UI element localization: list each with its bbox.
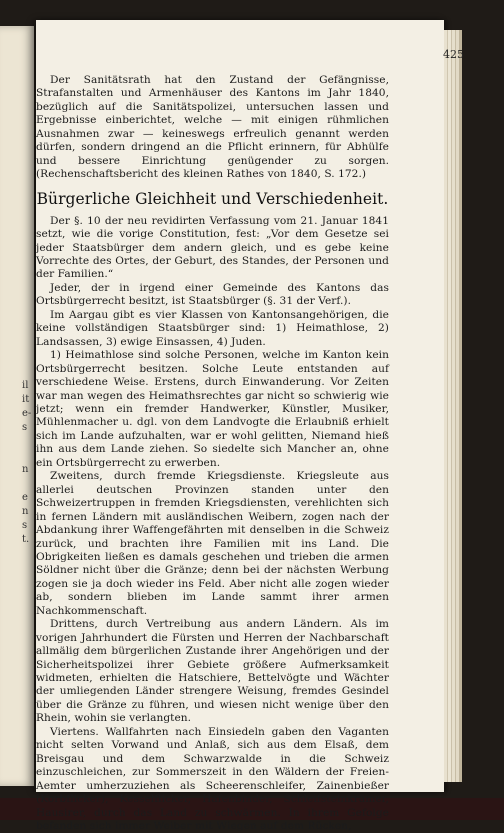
paragraph: 1) Heimathlose sind solche Personen, welche im Kanton kein Ortsbürgerrecht besitzen. Solche Leute entstanden auf verschiedene Weise. Erstens, durch Einwanderung. Vor Zeiten war man wegen des Heimathsrechtes gar nicht so schwierig wie jetzt; wenn ein fremder Handwerker, Künstler, Musiker, Mühlenmacher u. dgl. von dem Landvogte die Erlaubniß erhielt sich im Lande aufzuhalten, war er wohl gelitten, Niemand hieß ihn aus dem Lande ziehen. So siedelte sich Mancher an, ohne ein Ortsbürgerrecht zu erwerben.	[36, 349, 389, 469]
paragraph: Der §. 10 der neu revidirten Verfassung vom 21. Januar 1841 setzt, wie die vorige Constitution, fest: „Vor dem Gesetze sei jeder Staatsbürger dem andern gleich, und es gebe keine Vorrechte des Ortes, der Geburt, des Standes, der Personen und der Familien.“	[36, 214, 389, 281]
left-page-fragment: il	[22, 380, 29, 391]
left-page-edge	[0, 26, 34, 786]
paragraph: Drittens, durch Vertreibung aus andern Ländern. Als im vorigen Jahrhundert die Fürsten und Herren der Nachbarschaft allmälig dem bürgerlichen Zustande ihrer Angehörigen und der Sicherheitspolizei ihrer Gebiete größere Aufmerksamkeit widmeten, erhielten die Hatschiere, Bettelvögte und Wächter der umliegenden Länder strengere Weisung, fremdes Gesindel über die Gränze zu führen, und wiesen nicht wenige über den Rhein, wohin sie verlangten.	[36, 618, 389, 725]
left-page-fragment: s	[22, 422, 28, 433]
left-page-fragment: e-	[22, 408, 32, 419]
left-page-fragment: s	[22, 520, 28, 531]
paragraph: Im Aargau gibt es vier Klassen von Kantonsangehörigen, die keine vollständigen Staatsbürger sind: 1) Heimathlose, 2) Landsassen, 3) ewige Einsassen, 4) Juden.	[36, 308, 389, 348]
left-page-fragment: n	[22, 506, 29, 517]
left-page-fragment: t.	[22, 534, 30, 545]
paragraph: Viertens. Wallfahrten nach Einsiedeln gaben den Vaganten nicht selten Vorwand und Anlaß, sich aus dem Elsaß, dem Breisgau und dem Schwarzwalde in die Schweiz einzuschleichen, zur Sommerszeit in den Wäldern der Freien-Aemter umherzuziehen als Scheerenschleifer, Zainenbießer (Korbflicker), Kesselflicker, Hafenbinder, Schleifsteinkrämer, Hausirer, durch das Land zu schwärmen. In ihrem Gefolge befanden sich immer Weiber mit Wiegen auf dem Rücken,	[36, 725, 389, 833]
left-page-fragment: it	[22, 394, 30, 405]
left-page-fragment: n	[22, 464, 29, 475]
page-number: 425	[443, 48, 464, 61]
page-stack-edge	[444, 30, 462, 782]
section-heading: Bürgerliche Gleichheit und Verschiedenheit.	[36, 189, 389, 208]
paragraph: Zweitens, durch fremde Kriegsdienste. Kriegsleute aus allerlei deutschen Provinzen standen unter den Schweizertruppen in fremden Kriegsdiensten, verehlichten sich in fernen Ländern mit ausländischen Weibern, zogen nach der Abdankung ihrer Waffengefährten mit denselben in die Schweiz zurück, und brachten ihre Familien mit ins Land. Die Obrigkeiten ließen es damals geschehen und trieben die armen Söldner nicht über die Gränze; denn bei der nächsten Werbung zogen sie ja doch wieder ins Feld. Aber nicht alle zogen wieder ab, sondern blieben im Lande sammt ihrer armen Nachkommenschaft.	[36, 470, 389, 617]
paragraph: Jeder, der in irgend einer Gemeinde des Kantons das Ortsbürgerrecht besitzt, ist Staatsbürger (§. 31 der Verf.).	[36, 281, 389, 308]
page-body	[36, 74, 389, 833]
left-page-fragment: e	[22, 492, 28, 503]
paragraph: Der Sanitätsrath hat den Zustand der Gefängnisse, Strafanstalten und Armenhäuser des Kantons im Jahr 1840, bezüglich auf die Sanitätspolizei, untersuchen lassen und Ergebnisse einberichtet, welche — mit einigen rühmlichen Ausnahmen zwar — keineswegs erfreulich genannt werden dürfen, sondern dringend an die Pflicht erinnern, für Abhülfe und bessere Einrichtung genügender zu sorgen. (Rechenschaftsbericht des kleinen Rathes von 1840, S. 172.)	[36, 74, 389, 181]
